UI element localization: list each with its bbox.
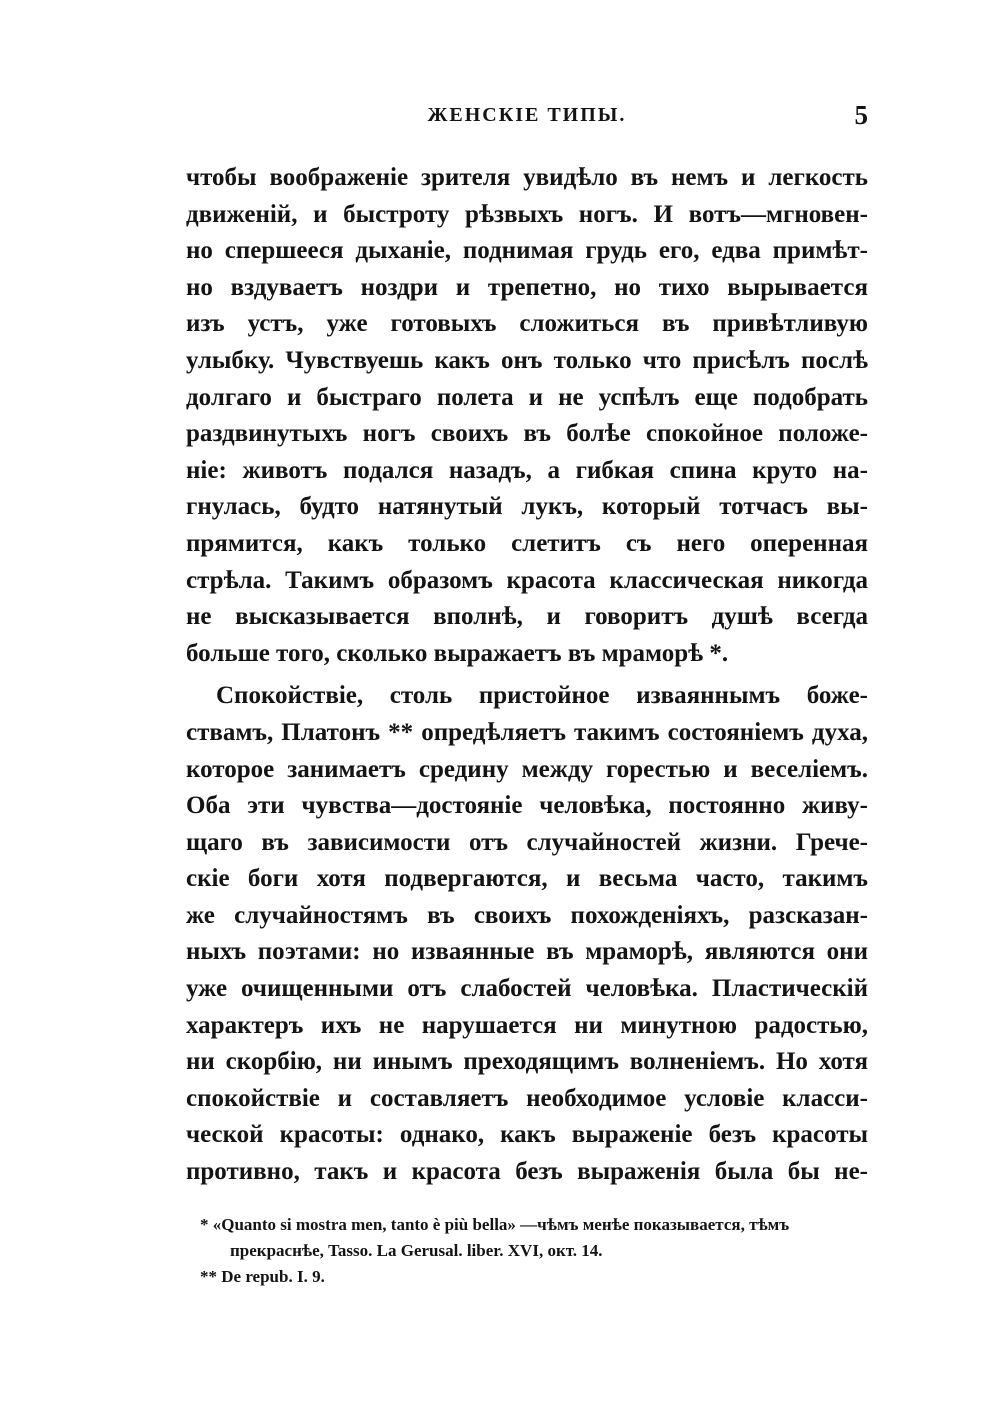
- text-line: раздвинутыхъ ногъ своихъ въ болѣе спокойное положе-: [186, 420, 868, 448]
- page-number: 5: [854, 100, 868, 130]
- text-line: улыбку. Чувствуешь какъ онъ только что присѣлъ послѣ: [186, 346, 868, 374]
- text-line: противно, такъ и красота безъ выраженія была бы не-: [186, 1158, 868, 1186]
- text-line: движеній, и быстроту рѣзвыхъ ногъ. И вотъ—мгновен-: [186, 200, 868, 228]
- paragraph-1: [186, 160, 868, 672]
- footnote-1: [200, 1212, 868, 1264]
- text-line: Спокойствіе, столь пристойное изваяннымъ боже-: [216, 682, 868, 710]
- paragraph-2: [186, 678, 868, 1190]
- body-text: [186, 160, 868, 1191]
- text-line: ніе: животъ подался назадъ, а гибкая спина круто на-: [186, 456, 868, 484]
- text-line: скіе боги хотя подвергаются, и весьма часто, такимъ: [186, 865, 868, 893]
- text-line: изъ устъ, уже готовыхъ сложиться въ привѣтливую: [186, 310, 868, 338]
- text-line: ствамъ, Платонъ ** опредѣляетъ такимъ состояніемъ духа,: [186, 718, 868, 746]
- text-line: уже очищенными отъ слабостей человѣка. Пластическій: [186, 975, 868, 1003]
- running-title: ЖЕНСКІЕ ТИПЫ.: [427, 104, 627, 126]
- text-line: долгаго и быстраго полета и не успѣлъ еще подобрать: [186, 383, 868, 411]
- text-line: щаго въ зависимости отъ случайностей жизни. Грече-: [186, 828, 868, 856]
- text-line: ни скорбію, ни инымъ преходящимъ волненіемъ. Но хотя: [186, 1048, 868, 1076]
- text-line: гнулась, будто натянутый лукъ, который тотчасъ вы-: [186, 493, 868, 521]
- footnote-line: ** De repub. I. 9.: [200, 1267, 325, 1286]
- text-line: но вздуваетъ ноздри и трепетно, но тихо вырывается: [186, 273, 868, 301]
- text-line: больше того, сколько выражаетъ въ мраморѣ *.: [186, 639, 729, 667]
- footnote-line: * «Quanto si mostra men, tanto è più bella» —чѣмъ менѣе показывается, тѣмъ: [200, 1215, 790, 1234]
- text-line: спокойствіе и составляетъ необходимое условіе класси-: [186, 1084, 868, 1112]
- text-line: Оба эти чувства—достояніе человѣка, постоянно живу-: [186, 792, 868, 820]
- text-line: не высказывается вполнѣ, и говоритъ душѣ всегда: [186, 603, 868, 631]
- text-line: стрѣла. Такимъ образомъ красота классическая никогда: [186, 566, 868, 594]
- text-line: ныхъ поэтами: но изваянные въ мраморѣ, являются они: [186, 938, 868, 966]
- running-head: [186, 100, 868, 136]
- text-line: характеръ ихъ не нарушается ни минутною радостью,: [186, 1011, 868, 1039]
- footnotes: [200, 1212, 868, 1290]
- text-line: же случайностямъ въ своихъ похожденіяхъ, разсказан-: [186, 901, 868, 929]
- text-line: ческой красоты: однако, какъ выраженіе безъ красоты: [186, 1121, 868, 1149]
- footnote-2: [200, 1264, 868, 1290]
- text-line: но спершееся дыханіе, поднимая грудь его, едва примѣт-: [186, 237, 868, 265]
- footnote-line: прекраснѣе, Tasso. La Gerusal. liber. XVI, окт. 14.: [230, 1241, 603, 1260]
- text-line: которое занимаетъ средину между горестью и веселіемъ.: [186, 755, 868, 783]
- text-line: прямится, какъ только слетитъ съ него оперенная: [186, 529, 868, 557]
- text-line: чтобы воображеніе зрителя увидѣло въ немъ и легкость: [186, 164, 868, 191]
